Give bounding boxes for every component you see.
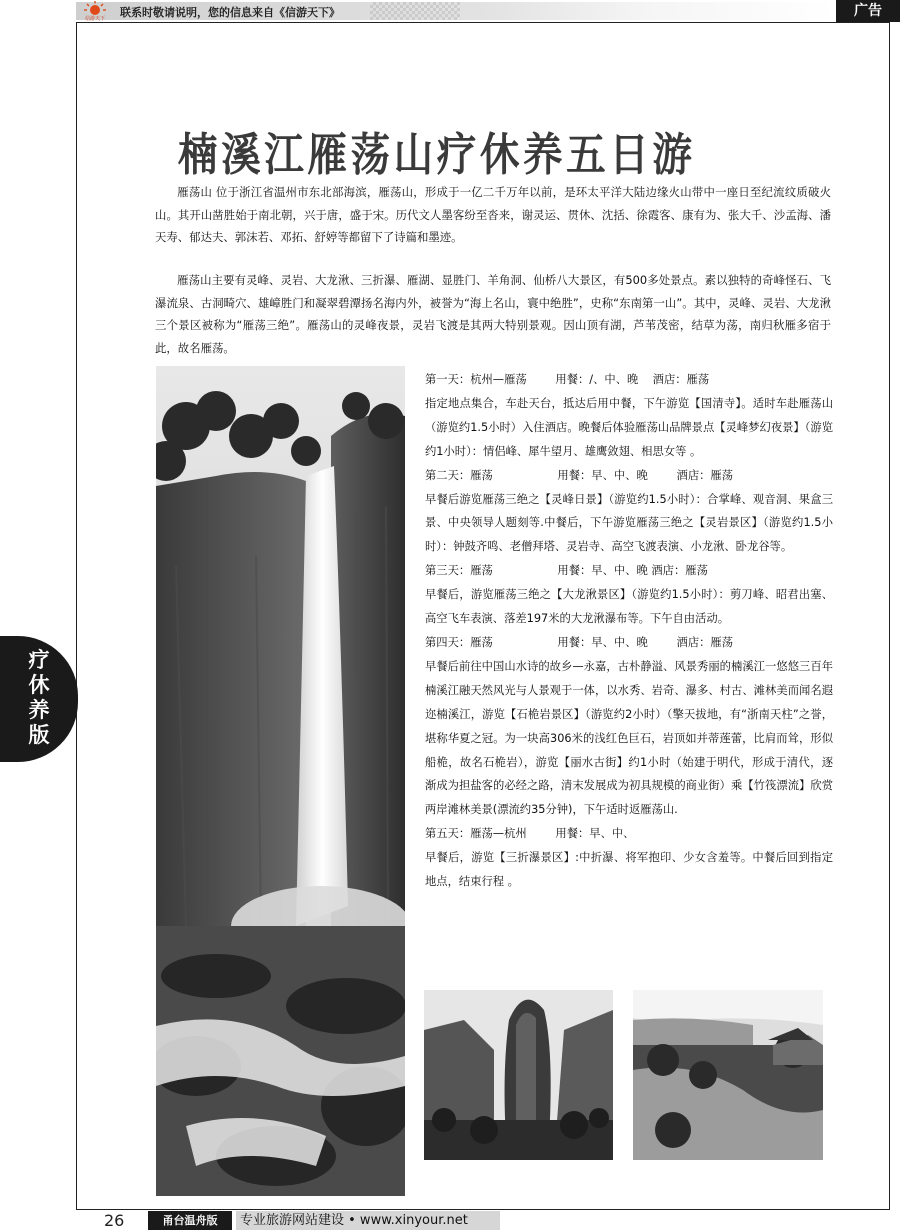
itinerary-day-header: 第五天：雁荡—杭州 用餐：早、中、 bbox=[425, 827, 635, 841]
side-tab-char: 休 bbox=[28, 673, 50, 697]
itinerary-day-text: 早餐后，游览【三折瀑景区】:中折瀑、将军抱印、少女含羞等。中餐后回到指定地点，结束行程 。 bbox=[425, 851, 833, 889]
side-tab-char: 版 bbox=[28, 723, 50, 747]
itinerary bbox=[425, 368, 833, 894]
page-number: 26 bbox=[104, 1211, 125, 1230]
itinerary-day-text: 早餐后游览雁荡三绝之【灵峰日景】（游览约1.5小时）：合掌峰、观音洞、果盒三景、中央领导人题刻等.中餐后，下午游览雁荡三绝之【灵岩景区】（游览约1.5小时）：钟鼓齐鸣、老僧拜塔、灵岩寺、高空飞渡表演、小龙湫、卧龙谷等。 bbox=[425, 492, 833, 554]
page-title: 楠溪江雁荡山疗休养五日游 bbox=[178, 128, 696, 181]
itinerary-day-header: 第四天：雁荡 用餐：早、中、晚 酒店：雁荡 bbox=[425, 635, 734, 649]
waterfall-photo bbox=[156, 366, 405, 1196]
intro-paragraph: 雁荡山 位于浙江省温州市东北部海滨，雁荡山，形成于一亿二千万年以前，是环太平洋大陆边缘火山带中一座日至纪流纹质破火山。其开山凿胜始于南北朝，兴于唐，盛于宋。历代文人墨客纷至沓来，谢灵运、贯休、沈括、徐霞客、康有为、张大千、沙孟海、潘天寿、郁达夫、郭沫若、邓拓、舒婷等都留下了诗篇和墨迹。 bbox=[155, 185, 831, 245]
itinerary-day-text: 早餐后，游览雁荡三绝之【大龙湫景区】（游览约1.5小时）：剪刀峰、昭君出塞、高空飞车表演、落差197米的大龙湫瀑布等。下午自由活动。 bbox=[425, 588, 833, 626]
itinerary-day-header: 第三天：雁荡 用餐：早、中、晚 酒店：雁荡 bbox=[425, 564, 708, 578]
side-tab-char: 疗 bbox=[28, 648, 50, 672]
side-tab-char: 养 bbox=[28, 698, 50, 722]
section-side-tab bbox=[0, 636, 78, 762]
logo-icon bbox=[78, 1, 112, 21]
svg-text:信游天下: 信游天下 bbox=[84, 16, 106, 21]
itinerary-day-text: 早餐后前往中国山水诗的故乡—永嘉，古朴静溢、风景秀丽的楠溪江一悠悠三百年楠溪江融天然风光与人景观于一体，以水秀、岩奇、瀑多、村古、滩林美而闻名遐迩楠溪江，游览【石桅岩景区】（游览约2小时）（擎天拔地，有“浙南天柱”之誉，堪称华夏之冠。为一块高306米的浅红色巨石，岩顶如并蒂莲蕾，比肩而耸，形似船桅，故名石桅岩），游览【丽水古街】约1小时（始建于明代，形成于清代，逐渐成为担盐客的必经之路，清末发展成为初具规模的商业街）乘【竹筏漂流】欣赏两岸滩林美景(漂流约35分钟)，下午适时返雁荡山. bbox=[425, 659, 833, 817]
edition-label: 甬台温舟版 bbox=[148, 1211, 232, 1230]
footer-slogan: 专业旅游网站建设 • www.xinyour.net bbox=[236, 1211, 500, 1230]
checker-pattern bbox=[370, 2, 460, 20]
stream-village-photo bbox=[633, 990, 823, 1160]
intro-paragraph: 雁荡山主要有灵峰、灵岩、大龙湫、三折瀑、雁湖、显胜门、羊角洞、仙桥八大景区，有500多处景点。素以独特的奇峰怪石、飞瀑流泉、古洞畸穴、雄嶂胜门和凝翠碧潭扬名海内外，被誉为“海上名山，寰中绝胜”，史称“东南第一山”。其中，灵峰、灵岩、大龙湫三个景区被称为“雁荡三绝”。雁荡山的灵峰夜景，灵岩飞渡是其两大特别景观。因山顶有湖，芦苇茂密，结草为荡，南归秋雁多宿于此，故名雁荡。 bbox=[155, 273, 831, 355]
notice-text: 联系时敬请说明，您的信息来自《信游天下》 bbox=[120, 6, 340, 19]
ad-label: 广告 bbox=[836, 0, 900, 22]
top-notice-bar bbox=[0, 0, 900, 22]
itinerary-day-header: 第二天：雁荡 用餐：早、中、晚 酒店：雁荡 bbox=[425, 468, 734, 482]
itinerary-day-header: 第一天：杭州—雁荡 用餐：/、中、晚 酒店：雁荡 bbox=[425, 373, 710, 386]
rock-pillar-photo bbox=[424, 990, 613, 1160]
itinerary-day-text: 指定地点集合，车赴天台，抵达后用中餐，下午游览【国清寺】。适时车赴雁荡山（游览约1.5小时）入住酒店。晚餐后体验雁荡山品牌景点【灵峰梦幻夜景】（游览约1小时）：情侣峰、犀牛望月、雄鹰敛翅、相思女等 。 bbox=[425, 396, 833, 458]
